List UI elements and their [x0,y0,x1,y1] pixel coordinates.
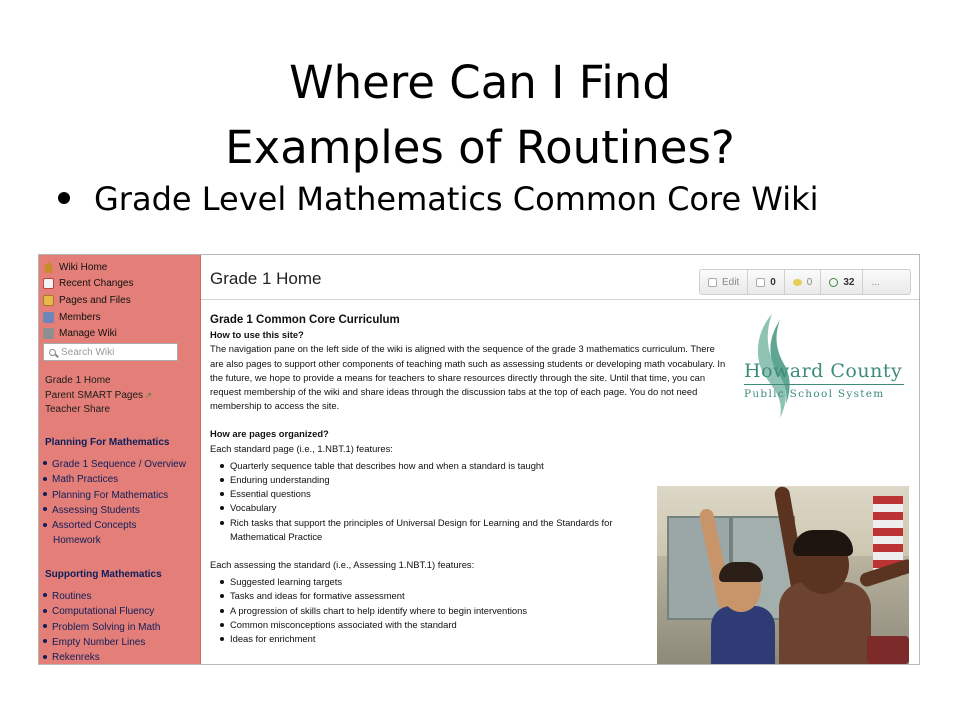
history-icon [829,278,838,287]
list-item: Common misconceptions associated with the standard [230,618,730,632]
bullet-dot [43,461,47,465]
nav-wiki-home[interactable] [43,259,134,276]
supporting-list [43,589,160,665]
home-icon [43,262,54,273]
planning-item[interactable] [43,503,186,518]
header-divider [201,299,919,300]
list-item: Vocabulary [230,501,730,515]
link-label: Parent SMART Pages [45,389,144,401]
links-button[interactable] [748,270,785,294]
history-count: 32 [843,276,855,288]
question-organization: How are pages organized? [210,428,329,440]
bullet-dot [43,507,47,511]
supporting-heading: Supporting Mathematics [45,569,162,580]
nav-pages-and-files[interactable] [43,292,134,309]
supporting-item[interactable] [43,620,160,635]
item-label: Rekenreks [52,652,100,664]
bullet-dot [43,655,47,659]
planning-item[interactable] [43,518,186,533]
search-placeholder: Search Wiki [61,346,115,358]
comment-icon [793,279,802,286]
standard-features-list [210,459,730,544]
edit-icon [708,278,717,287]
photo-figure [793,530,853,556]
classroom-photo [657,486,909,664]
members-icon [43,312,54,323]
wiki-sidebar [39,255,201,664]
item-label: Grade 1 Sequence / Overview [52,459,186,470]
photo-figure [711,606,775,664]
planning-item[interactable]: Homework [53,535,101,547]
item-label: Planning For Mathematics [52,489,169,501]
slide-bullet-text: Grade Level Mathematics Common Core Wiki [94,180,819,218]
logo-text-line-2: Public School System [744,388,885,400]
list-item: Essential questions [230,487,730,501]
external-link-icon: ↗ [145,390,152,400]
paragraph-assessing-page: Each assessing the standard (i.e., Assessing 1.NBT.1) features: [210,559,475,571]
nav-label: Pages and Files [59,294,131,306]
planning-item[interactable] [43,488,186,503]
photo-figure [719,562,763,582]
item-label: Empty Number Lines [52,636,146,648]
logo-divider [744,384,904,385]
paragraph-standard-page: Each standard page (i.e., 1.NBT.1) features: [210,442,393,454]
link-icon [756,278,765,287]
supporting-item[interactable] [43,650,160,665]
question-how-to-use: How to use this site? [210,329,304,341]
search-input[interactable] [43,343,178,361]
nav-label: Members [59,311,101,323]
sidebar-nav [43,259,134,342]
list-item: Tasks and ideas for formative assessment [230,589,730,603]
bullet-dot [43,492,47,496]
nav-manage-wiki[interactable] [43,325,134,342]
paragraph-intro: The navigation pane on the left side of the wiki is aligned with the sequence of the grade 3 mathematics curriculum. There are also pages to support other components of teaching math such as assessing students or developing math vocabulary. In the future, we hope to provide a means for teachers to share resources directly through the site. Until that time, you can request membership of the wiki and share ideas through the discussion tabs at the top of each page. You do not need membership to access the site. [210,343,726,412]
item-label: Problem Solving in Math [52,621,161,633]
nav-recent-changes[interactable] [43,276,134,293]
item-label: Computational Fluency [52,606,155,618]
planning-list [43,457,186,549]
spacer [210,413,730,427]
slide-title [0,50,960,180]
content-heading: Grade 1 Common Core Curriculum [210,314,400,326]
supporting-item[interactable] [43,604,160,619]
bullet-dot [43,639,47,643]
photo-chair [867,636,909,664]
more-button[interactable]: ... [871,276,880,288]
edit-button[interactable] [700,270,748,294]
slide-title-line-2: Examples of Routines? [225,121,735,174]
list-item: Ideas for enrichment [230,632,730,646]
calendar-icon [43,278,54,289]
supporting-item[interactable] [43,589,160,604]
link-teacher-share[interactable]: Teacher Share [45,404,111,415]
sidebar-links [45,374,152,418]
links-count: 0 [770,276,776,288]
planning-item[interactable] [43,472,186,487]
bullet-dot [43,523,47,527]
planning-heading: Planning For Mathematics [45,437,170,448]
photo-figure [779,582,871,664]
list-item: Enduring understanding [230,473,730,487]
bullet-dot [58,192,70,204]
list-item: Suggested learning targets [230,575,730,589]
history-button[interactable] [821,270,863,294]
spacer [210,544,730,558]
slide-bullet [58,178,819,220]
nav-members[interactable] [43,309,134,326]
logo-text-line-1: Howard County [744,360,903,382]
list-item: Quarterly sequence table that describes how and when a standard is taught [230,459,730,473]
link-parent-smart-pages[interactable] [45,389,152,404]
comments-button[interactable] [785,270,822,294]
slide-title-line-1: Where Can I Find [289,56,671,109]
planning-item[interactable] [43,457,186,472]
nav-label: Wiki Home [59,261,108,273]
nav-label: Manage Wiki [59,328,117,340]
wiki-screenshot [38,254,920,665]
gear-icon [43,328,54,339]
wiki-main [201,255,919,664]
search-icon [49,349,56,356]
list-item: Rich tasks that support the principles of Universal Design for Learning and the Standards for Mathematical Practice [230,516,650,544]
comments-count: 0 [806,276,813,288]
assessing-features-list [210,575,730,646]
page-toolbar [699,269,911,295]
item-label: Routines [52,591,92,602]
page-content [210,313,730,646]
list-item: A progression of skills chart to help identify where to begin interventions [230,604,730,618]
bullet-dot [43,477,47,481]
folder-icon [43,295,54,306]
link-grade-1-home[interactable]: Grade 1 Home [45,375,111,386]
nav-label: Recent Changes [59,278,134,290]
item-label: Assessing Students [52,504,140,516]
bullet-dot [43,609,47,613]
edit-label: Edit [722,276,740,288]
bullet-dot [43,593,47,597]
item-label: Math Practices [52,474,119,486]
item-label: Assorted Concepts [52,520,137,532]
hcpss-logo [734,312,906,424]
bullet-dot [43,624,47,628]
page-title: Grade 1 Home [210,269,322,288]
supporting-item[interactable] [43,635,160,650]
